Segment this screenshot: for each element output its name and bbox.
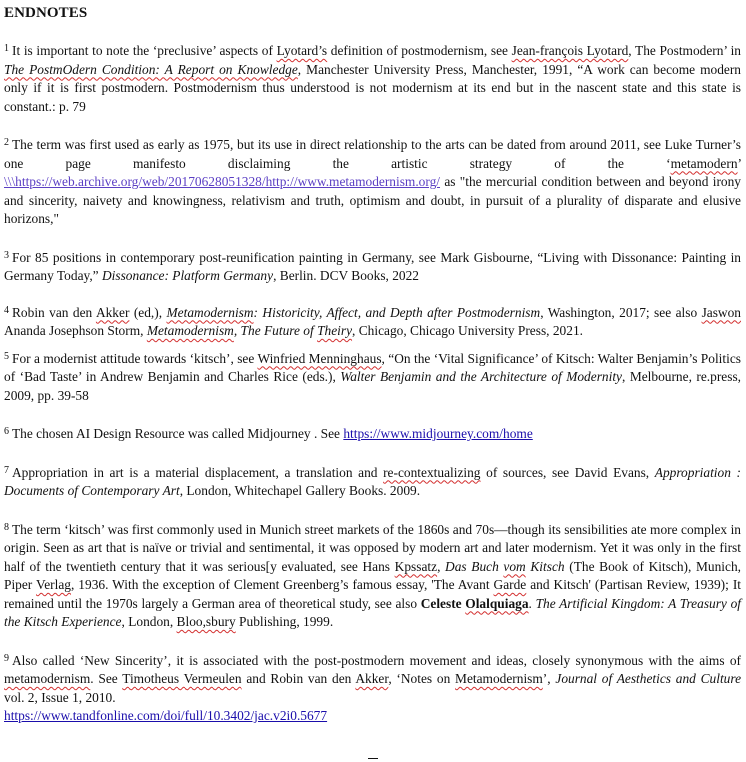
misspelled-word: vom xyxy=(503,558,526,574)
note-text: The chosen AI Design Resource was called Midjourney . See xyxy=(12,426,344,441)
note-text: For 85 positions in contemporary post-reunification painting in Germany, see Mark Gisbourne, “Living with Dissonance: Painting in Germany Today,” xyxy=(4,249,741,283)
note-text: (The Book of Kitsch), Munich, Piper xyxy=(4,558,741,592)
note-text: , Manchester University Press, Manchester, 1991, “A work can become modern only if it is first postmodern. Postmodernism thus understood is not modernism at its end but in the nascent state and this state is constant.: p. 79 xyxy=(4,61,741,114)
book-title: Metamodernism xyxy=(146,323,234,338)
misspelled-word: Garde xyxy=(493,577,527,592)
endnote-4 xyxy=(4,304,741,341)
misspelled-word: Metamodernism xyxy=(455,671,543,686)
note-text: , Washington, 2017; see also xyxy=(540,304,702,320)
misspelled-word: Akker xyxy=(95,304,130,320)
note-text: . xyxy=(528,595,536,611)
misspelled-word: Bloo,sbury xyxy=(176,614,236,629)
note-text: , Berlin. DCV Books, 2022 xyxy=(273,268,420,283)
endnote-number: 5 xyxy=(4,350,9,362)
midjourney-link[interactable]: https://www.midjourney.com/home xyxy=(343,426,533,441)
endnote-number: 7 xyxy=(4,464,9,476)
endnote-number: 2 xyxy=(4,137,9,148)
book-title: Walter Benjamin and the Architecture of Modernity xyxy=(340,369,622,384)
book-title: Dissonance: Platform Germany xyxy=(101,268,274,283)
note-text: , ‘Notes on xyxy=(388,671,456,686)
misspelled-word: Jean-françois Lyotard xyxy=(511,43,629,58)
archive-link[interactable]: \\\https://web.archive.org/web/20170628051328/http://www.metamodernism.org/ xyxy=(4,174,441,189)
note-text: , Melbourne, re.press, 2009, pp. 39-58 xyxy=(4,369,742,403)
note-text: vol. 2, Issue 1, 2010. xyxy=(4,689,116,705)
note-text: and Robin van den xyxy=(241,671,356,686)
misspelled-word: Lyotard’s xyxy=(276,43,328,58)
note-text: , The Postmodern’ in xyxy=(628,43,741,58)
misspelled-word: Jaswon xyxy=(701,304,741,320)
note-text: ’ xyxy=(737,155,741,171)
note-text: Publishing, 1999. xyxy=(235,614,334,629)
note-text: , xyxy=(437,558,446,574)
endnote-1 xyxy=(4,42,741,116)
tandfonline-link[interactable]: https://www.tandfonline.com/doi/full/10.3402/jac.v2i0.5677 xyxy=(4,708,328,723)
misspelled-word: metamodern xyxy=(670,155,738,171)
endnote-number: 8 xyxy=(4,521,9,533)
endnote-number: 4 xyxy=(4,304,9,316)
note-text: , 1936. With the exception of Clement Greenberg’s famous essay, 'The Avant xyxy=(70,577,494,592)
endnote-number: 6 xyxy=(4,426,9,437)
misspelled-word: re-contextualizing xyxy=(383,464,481,480)
endnote-3 xyxy=(4,249,741,286)
book-title: , The Future of xyxy=(233,323,318,338)
endnote-7 xyxy=(4,464,741,501)
book-title: The PostmOdern Condition: A Report on Knowledge xyxy=(4,61,298,77)
endnote-9 xyxy=(4,652,741,726)
note-text: . See xyxy=(90,671,123,686)
note-text: The term was first used as early as 1975, but its use in direct relationship to the arts can be dated from around 2011, see Luke Turner’s one page manifesto disclaiming the artistic strategy of the ‘ xyxy=(4,137,741,171)
note-text: Robin van den xyxy=(12,304,96,320)
author-name: Celeste xyxy=(420,595,466,611)
note-text: It is important to note the ‘preclusive’ aspects of xyxy=(12,43,277,58)
endnote-5 xyxy=(4,350,741,406)
endnote-8 xyxy=(4,521,741,632)
note-text: Also called ‘New Sincerity’, it is associated with the post-postmodern movement and ideas, closely synonymous with the aims of xyxy=(12,652,741,668)
note-text: Ananda Josephson Storm, xyxy=(4,323,147,338)
book-title: Kitsch xyxy=(525,558,565,574)
book-title: The Artificial Kingdom: A Treasury of the Kitsch Experience xyxy=(4,595,741,629)
note-text: of sources, see David Evans, xyxy=(480,464,655,480)
note-text: (ed,), xyxy=(129,304,167,320)
note-text: , Chicago, Chicago University Press, 2021. xyxy=(352,323,583,338)
note-text: and Kitsch' (Partisan Review, 1939); It remained until the 1970s largely a German area of theoretical study, see also xyxy=(4,577,741,611)
endnote-2 xyxy=(4,136,741,229)
note-text: , “On the ‘Vital Significance’ of Kitsch: Walter Benjamin’s Politics of ‘Bad Taste’ in Andrew Benjamin and Charles Rice (eds.), xyxy=(4,350,741,384)
book-title: Theiry xyxy=(317,323,353,338)
note-text: For a modernist attitude towards ‘kitsch’, see xyxy=(12,350,258,366)
misspelled-word: Kpssatz xyxy=(394,558,438,574)
journal-title: Journal of Aesthetics and Culture xyxy=(555,671,742,686)
misspelled-word: Verlag xyxy=(36,577,71,592)
note-text: Appropriation in art is a material displacement, a translation and xyxy=(12,464,384,480)
book-title: Appropriation : Documents of Contemporary Art xyxy=(4,464,741,498)
book-title: Das Buch xyxy=(445,558,504,574)
page-divider xyxy=(368,758,378,759)
misspelled-word: Akker xyxy=(355,671,389,686)
endnotes-page xyxy=(4,4,741,726)
misspelled-word: Winfried Menninghaus xyxy=(257,350,382,366)
book-title: : Historicity, Affect, and Depth after Postmodernism xyxy=(253,304,541,320)
author-name: Olalquiaga xyxy=(465,595,529,611)
endnote-6 xyxy=(4,425,741,444)
misspelled-word: Timotheus Vermeulen xyxy=(122,671,242,686)
endnote-number: 1 xyxy=(4,43,9,54)
note-text: as "the mercurial condition between and beyond irony and sincerity, naivety and knowingness, relativism and truth, optimism and doubt, in pursuit of a plurality of disparate and elusive horizons," xyxy=(4,174,741,226)
note-text: ’, xyxy=(542,671,556,686)
note-text: , London, Whitechapel Gallery Books. 2009. xyxy=(179,483,421,498)
note-text: definition of postmodernism, see xyxy=(327,43,512,58)
note-text: , London, xyxy=(121,614,177,629)
endnote-number: 9 xyxy=(4,652,9,664)
misspelled-word: metamodernism xyxy=(4,671,91,686)
endnotes-heading: ENDNOTES xyxy=(4,5,88,21)
endnote-number: 3 xyxy=(4,249,9,261)
book-title: Metamodernism xyxy=(166,304,254,320)
note-text: The term ‘kitsch’ was first commonly used in Munich street markets of the 1860s and 70s—though its sensibilities ate more complex in origin. Seen as art that is naïve or trivial and sentimental, it was opposed by modern art and later modernism. Yet it was only in the first half of the twentieth century that it was serious[y evaluated, see Hans xyxy=(4,521,741,574)
